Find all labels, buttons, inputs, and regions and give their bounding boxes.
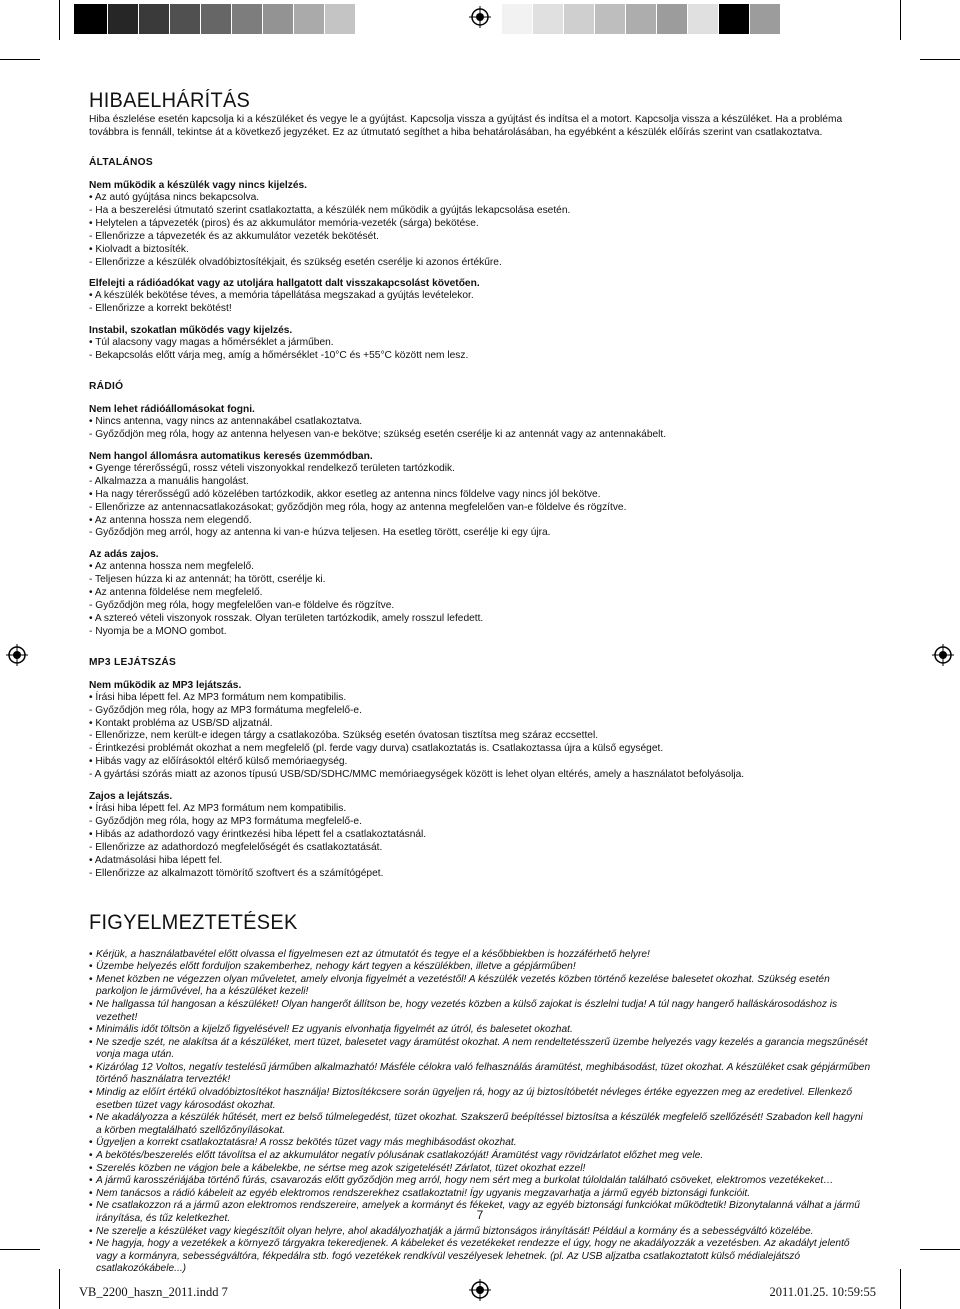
cause-item: • Az antenna hossza nem megfelelő.: [89, 561, 254, 573]
color-patch: [74, 4, 107, 34]
remedy-item: - Győződjön meg róla, hogy az antenna helyesen van-e bekötve; szükség esetén cserélje ki az antennát vagy az antennakábelt.: [89, 428, 667, 440]
problem-title: Nem működik az MP3 lejátszás.: [89, 679, 242, 691]
remedy-item: - Ellenőrizze a készülék olvadóbiztosítékjait, és szükség esetén cserélje ki azonos értékűre.: [89, 256, 502, 268]
footer-timestamp: 2011.01.25. 10:59:55: [769, 1285, 876, 1299]
problem-block: [89, 403, 871, 442]
remedy-item: - Győződjön meg róla, hogy az MP3 formátuma megfelelő-e.: [89, 816, 362, 827]
cause-item: • Hibás vagy az előírásoktól eltérő külső memóriaegység.: [89, 756, 348, 768]
registration-mark-icon: [932, 644, 954, 666]
crop-mark: [900, 0, 901, 40]
crop-mark: [59, 1269, 60, 1309]
remedy-item: - Érintkezési problémát okozhat a nem megfelelő (pl. ferde vagy durva) csatlakoztatás is. Csatlakoztassa újra a külső egységet.: [89, 743, 664, 755]
color-patch: [232, 4, 262, 34]
problem-block: [89, 790, 871, 880]
color-patch: [719, 4, 749, 34]
crop-mark: [0, 1249, 40, 1250]
problem-block: [89, 277, 871, 316]
troubleshooting-intro: Hiba észlelése esetén kapcsolja ki a készüléket és vegye le a gyújtást. Kapcsolja vissza a gyújtást és indítsa el a motort. Kapcsolja vissza a készüléket. Ha a probléma továbbra is fennáll, tekintse át a következő jegyzéket. Ez az útmutató segíthet a hiba behatárolásában, ha egyébként a készülék előírás szerint van csatlakoztatva.: [89, 114, 843, 138]
problem-block: [89, 450, 871, 540]
color-patch: [688, 4, 718, 34]
cause-item: • A sztereó vételi viszonyok rosszak. Olyan területen tartózkodik, amely rosszul lefedett.: [89, 612, 484, 624]
color-patch: [325, 4, 355, 34]
warning-item: • Kizárólag 12 Voltos, negatív testelésű járműben alkalmazható! Másféle célokra való felhasználás áramütést, meghibásodást, tüzet okozhat. A készüléket csak gépjárműben történő használatra tervezték!: [89, 1062, 871, 1087]
cause-item: • A készülék bekötése téves, a memória tápellátása megszakad a gyújtás levételekor.: [89, 290, 474, 302]
color-patch: [657, 4, 687, 34]
color-patch: [626, 4, 656, 34]
crop-mark: [59, 0, 60, 40]
remedy-item: - Alkalmazza a manuális hangolást.: [89, 475, 249, 487]
problem-title: Elfelejti a rádióadókat vagy az utoljára hallgatott dalt visszakapcsolást követően.: [89, 278, 480, 290]
remedy-item: - Ellenőrizze, nem került-e idegen tárgy a csatlakozóba. Szükség esetén óvatosan tisztítsa meg száraz eccsettel.: [89, 730, 599, 742]
problem-title: Nem hangol állomásra automatikus keresés üzemmódban.: [89, 450, 373, 462]
warning-item: • Nem tanácsos a rádió kábeleit az egyéb elektromos rendszerekhez csatlakoztatni! Így ugyanis megzavarhatja a jármű egyéb biztonsági funkcióit.: [89, 1188, 871, 1201]
color-patch: [108, 4, 138, 34]
remedy-item: - Nyomja be a MONO gombot.: [89, 625, 227, 637]
cause-item: • Helytelen a tápvezeték (piros) és az akkumulátor memória-vezeték (sárga) bekötése.: [89, 217, 479, 229]
warning-item: • Mindig az előírt értékű olvadóbiztosítékot használja! Biztosítékcsere során ügyeljen rá, hogy az új biztosítóbetét névleges értéke egyezzen meg az eredetivel. Ellenkező esetben tüzet vagy károsodást okozhat.: [89, 1087, 871, 1112]
cause-item: • Kontakt probléma az USB/SD aljzatnál.: [89, 717, 273, 729]
problem-title: Nem lehet rádióállomásokat fogni.: [89, 404, 255, 416]
cause-item: • Hibás az adathordozó vagy érintkezési hiba lépett fel a csatlakoztatásnál.: [89, 828, 427, 840]
problem-title: Az adás zajos.: [89, 549, 159, 561]
color-patch: [502, 4, 532, 34]
footer-filename: VB_2200_haszn_2011.indd 7: [79, 1285, 228, 1299]
warning-item: • Menet közben ne végezzen olyan műveletet, amely elvonja figyelmét a vezetéstől! A készülék vezetés közben történő kezelése balesetet okozhat. Szükség esetén parkoljon le járművével, ha a készüléket kezeli!: [89, 974, 871, 999]
cause-item: • Az antenna hossza nem elegendő.: [89, 514, 252, 526]
problem-title: Nem működik a készülék vagy nincs kijelzés.: [89, 180, 308, 191]
problem-title: Zajos a lejátszás.: [89, 791, 173, 803]
warning-item: • A bekötés/beszerelés előtt távolítsa el az akkumulátor negatív pólusának csatlakozóját! Áramütést vagy rövidzárlatot előzhet meg vele.: [89, 1150, 871, 1163]
color-patch: [170, 4, 200, 34]
remedy-item: - Ha a beszerelési útmutató szerint csatlakoztatta, a készülék nem működik a gyújtás lekapcsolása esetén.: [89, 204, 571, 216]
crop-mark: [920, 59, 960, 60]
color-patch: [263, 4, 293, 34]
color-patch: [294, 4, 324, 34]
warnings-list: [89, 949, 871, 1276]
problem-title: Instabil, szokatlan működés vagy kijelzés.: [89, 325, 293, 337]
cause-item: • Kiolvadt a biztosíték.: [89, 243, 189, 255]
remedy-item: - Ellenőrizze az adathordozó megfelelőségét és csatlakoztatását.: [89, 841, 383, 853]
color-patch: [201, 4, 231, 34]
remedy-item: - Győződjön meg róla, hogy megfelelően van-e földelve és rögzítve.: [89, 600, 395, 612]
cause-item: • Ha nagy térerősségű adó közelében tartózkodik, akkor esetleg az antenna nincs földelve vagy nincs jól bekötve.: [89, 488, 601, 500]
warning-item: • Kérjük, a használatbavétel előtt olvassa el figyelmesen ezt az útmutatót és tegye el a későbbiekben is hozzáférhető helyre!: [89, 949, 871, 962]
section-heading: ÁLTALÁNOS: [89, 157, 154, 168]
problem-block: [89, 548, 871, 638]
warning-item: • Ne akadályozza a készülék hűtését, mert ez belső túlmelegedést, tüzet okozhat. Szakszerű beépítéssel biztosítsa a készülék megfelelő szellőzését! Szabadon kell hagyni a körben megtalálható szellőzőnyílásokat.: [89, 1112, 871, 1137]
problem-block: [89, 324, 871, 363]
remedy-item: - Ellenőrizze az antennacsatlakozásokat; győződjön meg róla, hogy az antenna megfelelően van-e földelve és rögzítve.: [89, 501, 627, 513]
cause-item: • Túl alacsony vagy magas a hőmérséklet a járműben.: [89, 337, 334, 349]
warning-item: • Ne hallgassa túl hangosan a készüléket! Olyan hangerőt állítson be, hogy vezetés közben a külső zajokat is észlelni tudja! A túl nagy hangerő halláskárosodáshoz is vezethet!: [89, 999, 871, 1024]
remedy-item: - Ellenőrizze a tápvezeték és az akkumulátor vezeték bekötését.: [89, 230, 379, 242]
cause-item: • Gyenge térerősségű, rossz vételi viszonyokkal rendelkező területen tartózkodik.: [89, 462, 455, 474]
warning-item: • Ne hagyja, hogy a vezetékek a környező tárgyakra tekeredjenek. A kábeleket és vezetékeket rendezze el úgy, hogy ne akadályozzák a vezetésben. Az akadályt jelentő vagy a kormányra, sebességváltóra, fékpedálra stb. fogó vezetékek rendkívül veszélyesek lehetnek. (pl. Az USB aljzatba csatlakoztatott külső médialejátszó csatlakozókábele...): [89, 1238, 871, 1276]
cause-item: • Adatmásolási hiba lépett fel.: [89, 854, 223, 866]
cause-item: • Nincs antenna, vagy nincs az antennakábel csatlakoztatva.: [89, 416, 363, 428]
registration-mark-icon: [6, 644, 28, 666]
warning-item: • Ne csatlakozzon rá a jármű azon elektromos rendszereire, amelyek a kormányt és fékeket, vagy az egyéb biztonsági funkciókat működtetik! Bizonytalanná válhat a jármű irányítása, és tűz keletkezhet.: [89, 1200, 871, 1225]
cause-item: • Az autó gyújtása nincs bekapcsolva.: [89, 192, 260, 203]
cause-item: • Az antenna földelése nem megfelelő.: [89, 587, 263, 599]
crop-mark: [0, 59, 40, 60]
crop-mark: [920, 1249, 960, 1250]
warning-item: • A jármű karosszériájába történő fúrás, csavarozás előtt győződjön meg arról, hogy nem sért meg a burkolat túloldalán található csöveket, elektromos vezetékeket…: [89, 1175, 871, 1188]
warning-item: • Ne szedje szét, ne alakítsa át a készüléket, mert tüzet, balesetet vagy áramütést okozhat. A nem rendeltetésszerű üzembe helyezés vagy kezelés a garancia megszűnését vonja maga után.: [89, 1037, 871, 1062]
crop-mark: [900, 1269, 901, 1309]
problem-block: [89, 179, 871, 269]
color-patch: [595, 4, 625, 34]
problem-block: [89, 679, 871, 782]
cause-item: • Írási hiba lépett fel. Az MP3 formátum nem kompatibilis.: [89, 691, 347, 703]
color-patch: [139, 4, 169, 34]
remedy-item: - Bekapcsolás előtt várja meg, amíg a hőmérséklet -10°C és +55°C között nem lesz.: [89, 350, 469, 362]
page-content: [89, 89, 871, 1276]
page-number: 7: [476, 1208, 484, 1222]
registration-mark-icon: [469, 6, 491, 28]
remedy-item: - Teljesen húzza ki az antennát; ha törött, cserélje ki.: [89, 574, 326, 586]
remedy-item: - Ellenőrizze a korrekt bekötést!: [89, 303, 232, 315]
warning-item: • Minimális időt töltsön a kijelző figyelésével! Ez ugyanis elvonhatja figyelmét az útról, és balesetet okozhat.: [89, 1024, 871, 1037]
color-patch: [750, 4, 780, 34]
remedy-item: - A gyártási szórás miatt az azonos típusú USB/SD/SDHC/MMC memóriaegységek között is lehet olyan eltérés, amely a használatot befolyásolja.: [89, 769, 745, 781]
remedy-item: - Győződjön meg róla, hogy az MP3 formátuma megfelelő-e.: [89, 704, 362, 716]
cause-item: • Írási hiba lépett fel. Az MP3 formátum nem kompatibilis.: [89, 803, 347, 815]
warnings-title: FIGYELMEZTETÉSEK: [89, 910, 298, 934]
color-patch: [564, 4, 594, 34]
section-heading: MP3 LEJÁTSZÁS: [89, 656, 177, 668]
remedy-item: - Ellenőrizze az alkalmazott tömörítő szoftvert és a számítógépet.: [89, 867, 384, 879]
color-patch: [533, 4, 563, 34]
registration-mark-icon: [469, 1279, 491, 1301]
section-heading: RÁDIÓ: [89, 381, 124, 393]
remedy-item: - Győződjön meg arról, hogy az antenna ki van-e húzva teljesen. Ha esetleg törött, cserélje ki egy újra.: [89, 527, 551, 539]
warning-item: • Üzembe helyezés előtt forduljon szakemberhez, nehogy kárt tegyen a készülékben, illetve a gépjárműben!: [89, 961, 871, 974]
troubleshooting-sections: [89, 157, 871, 881]
warning-item: • Ne szerelje a készüléket vagy kiegészítőit olyan helyre, ahol akadályozhatják a jármű biztonságos irányítását! Például a kormány és a sebességváltó közelébe.: [89, 1226, 871, 1239]
warning-item: • Szerelés közben ne vágjon bele a kábelekbe, ne sértse meg azok szigetelését! Zárlatot, tüzet okozhat ezzel!: [89, 1163, 871, 1176]
warning-item: • Ügyeljen a korrekt csatlakoztatásra! A rossz bekötés tüzet vagy más meghibásodást okozhat.: [89, 1137, 871, 1150]
troubleshooting-title: HIBAELHÁRÍTÁS: [89, 89, 251, 112]
